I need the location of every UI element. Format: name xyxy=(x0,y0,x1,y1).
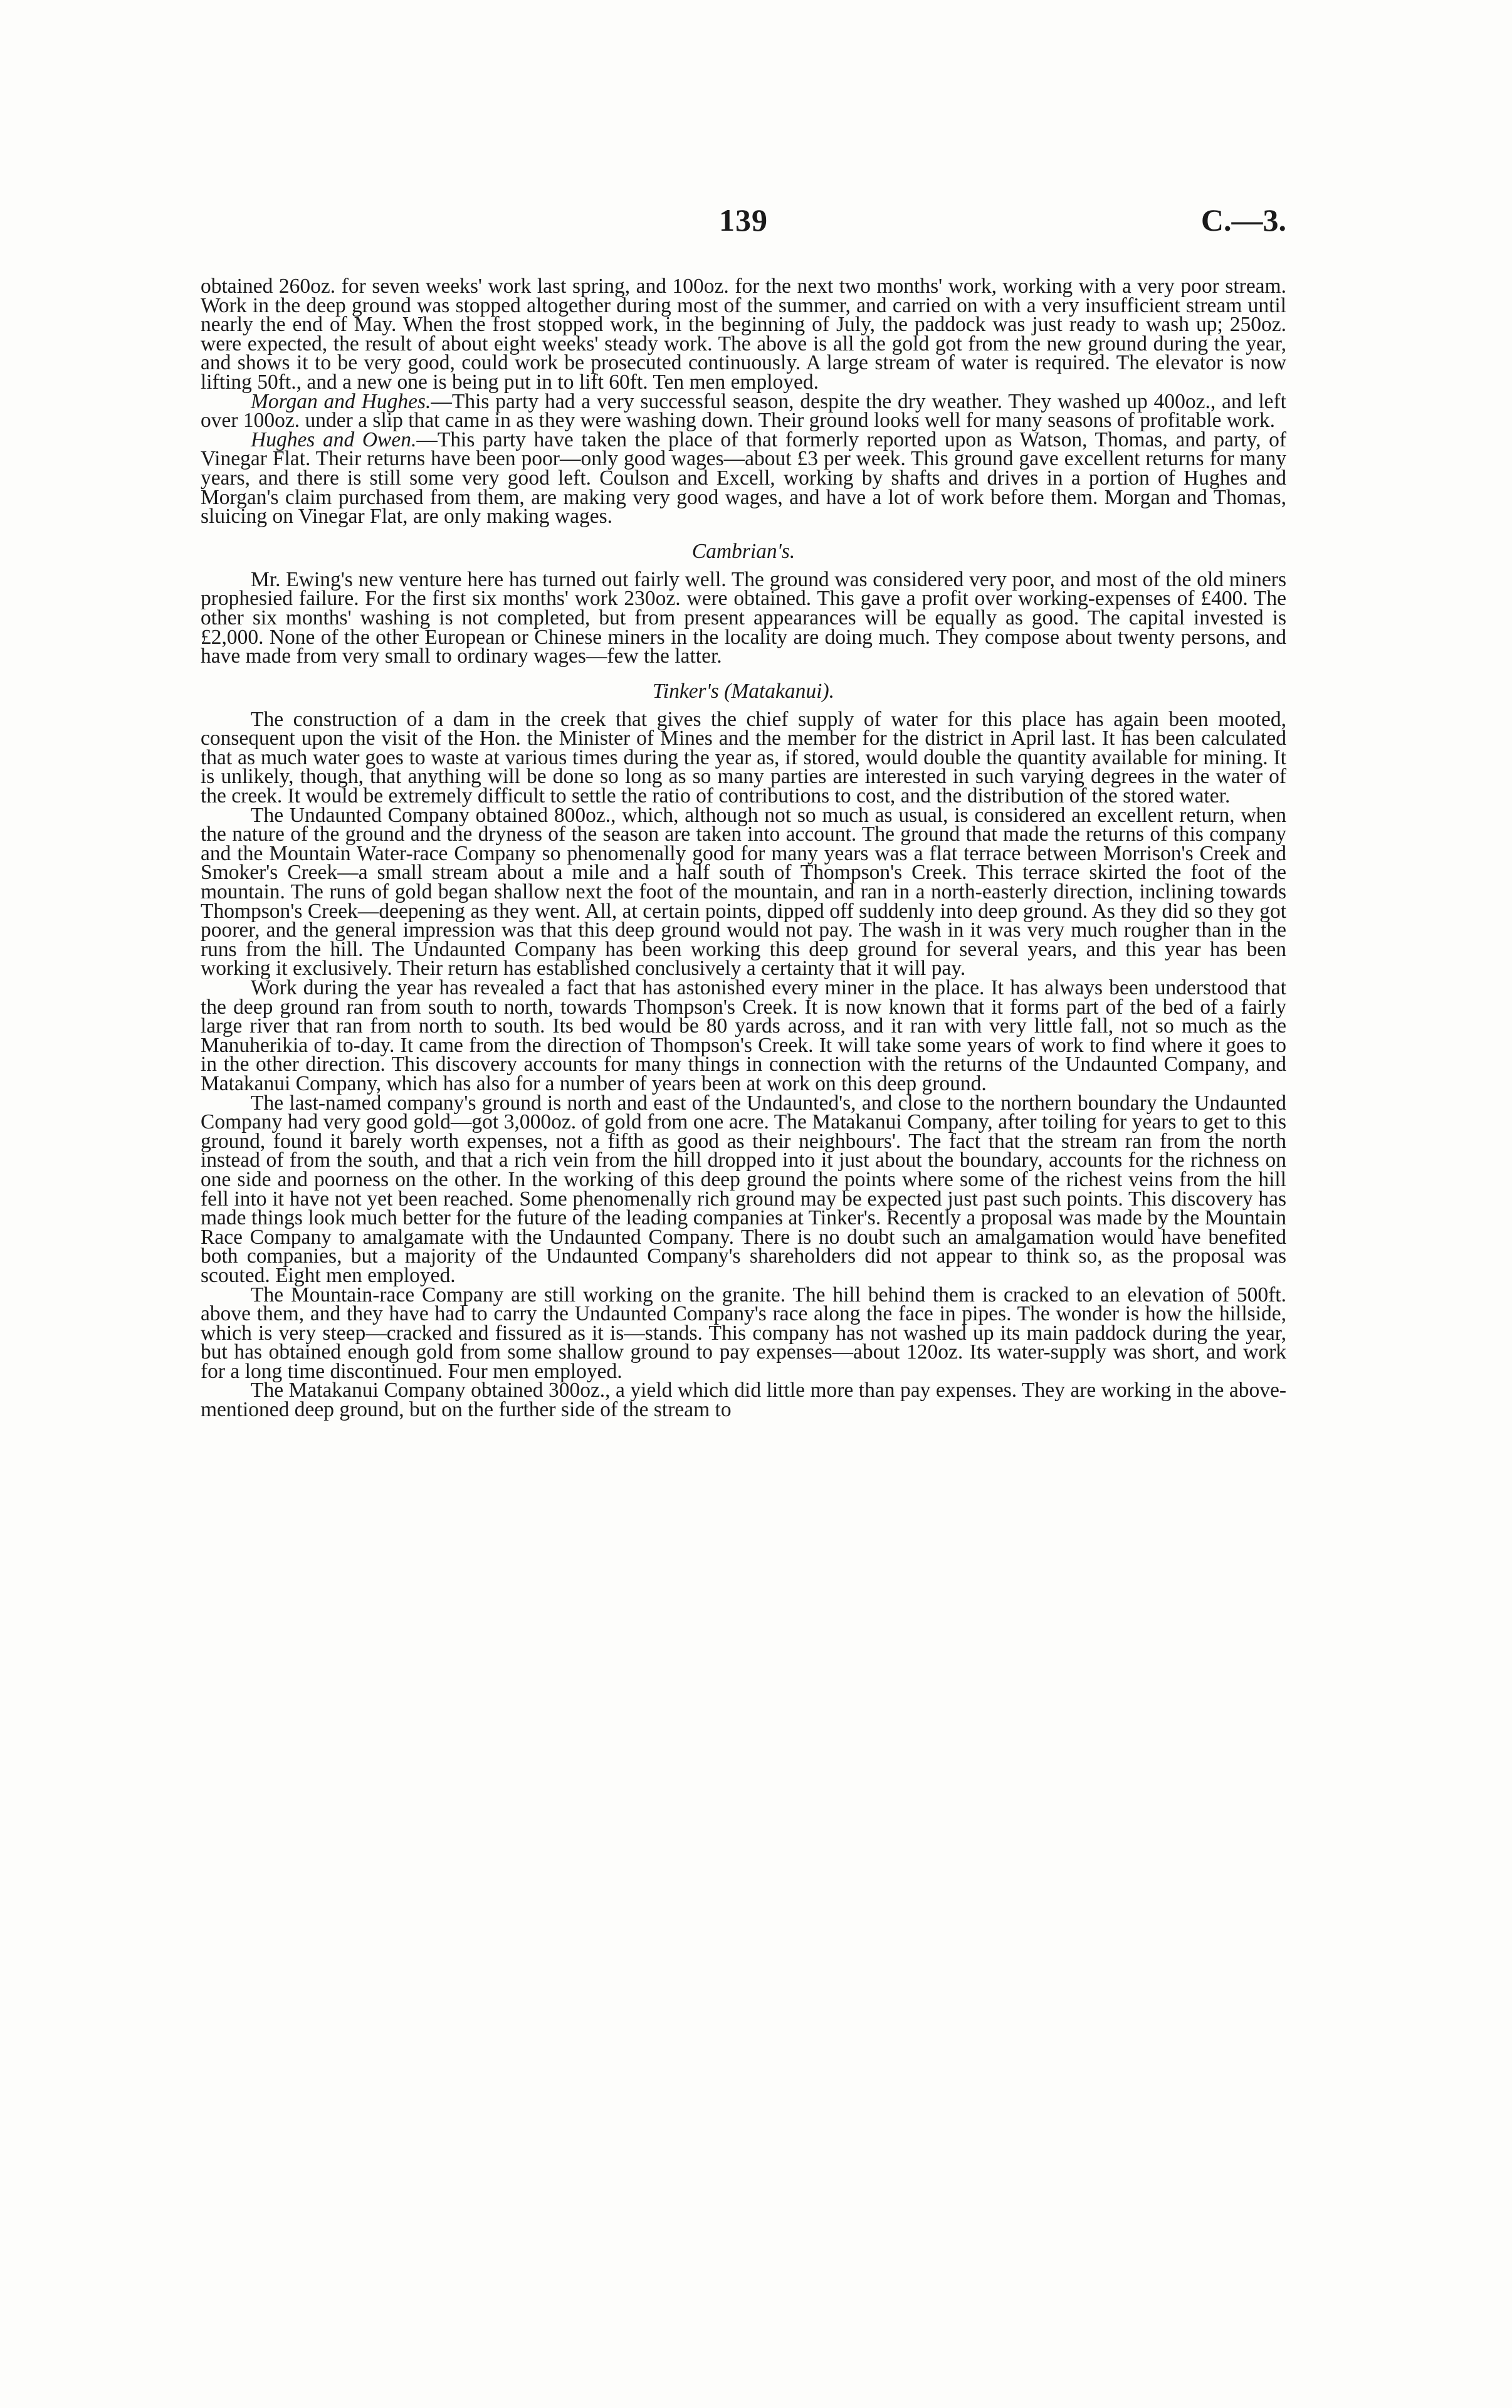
section-heading: Tinker's (Matakanui). xyxy=(652,679,835,703)
paragraph xyxy=(201,389,1286,433)
paragraph: Work during the year has revealed a fact that has astonished every miner in the place. It has always been understood that the deep ground ran from south to north, towards Thompson's Creek. It is now known that it forms part of the bed of a fairly large river that ran from north to south. Its bed would be 80 yards across, and it ran with very little fall, not so much as the Manuherikia of to-day. It came from the direction of Thompson's Creek. It will take some years of work to find where it goes to in the other direction. This discovery accounts for many things in connection with the returns of the Undaunted Company, and Matakanui Company, which has also for a number of years been at work on this deep ground. xyxy=(201,976,1286,1095)
document-reference: C.—3. xyxy=(1200,202,1286,238)
paragraph xyxy=(201,428,1286,528)
paragraph: The Mountain-race Company are still working on the granite. The hill behind them is cracked to an elevation of 500ft. above them, and they have had to carry the Undaunted Company's race along the face in pipes. The wonder is how the hillside, which is very steep—cracked and fissured as it is—stands. This company has not washed up its main paddock during the year, but has obtained enough gold from some shallow ground to pay expenses—about 120oz. Its water-supply was short, and work for a long time discontinued. Four men employed. xyxy=(201,1283,1286,1383)
paragraph-text: —This party have taken the place of that formerly reported upon as Watson, Thomas, and party, of Vinegar Flat. Their returns have been poor—only good wages—about £3 per week. This ground gave excellent returns for many years, and there is still some very good left. Coulson and Excell, working by shafts and drives in a portion of Hughes and Morgan's claim purchased from them, are making very good wages, and have a lot of work before them. Morgan and Thomas, sluicing on Vinegar Flat, are only making wages. xyxy=(201,428,1286,528)
paragraph-text: —This party had a very successful season, despite the dry weather. They washed up 400oz., and left over 100oz. under a slip that came in as they were washing down. Their ground looks well for many seasons of profitable work. xyxy=(201,389,1286,433)
party-name: Hughes and Owen. xyxy=(251,428,417,451)
paragraph: Mr. Ewing's new venture here has turned out fairly well. The ground was considered very poor, and most of the old miners prophesied failure. For the first six months' work 230oz. were obtained. This gave a profit over working-expenses of £400. The other six months' washing is not completed, but from present appearances will be equally as good. The capital invested is £2,000. None of the other European or Chinese miners in the locality are doing much. They compose about twenty persons, and have made from very small to ordinary wages—few the latter. xyxy=(201,567,1286,668)
paragraph: The last-named company's ground is north and east of the Undaunted's, and close to the northern boundary the Undaunted Company had very good gold—got 3,000oz. of gold from one acre. The Matakanui Company, after toiling for years to get to this ground, found it barely worth expenses, not a fifth as good as their neighbours'. The fact that the stream ran from the north instead of from the south, and that a rich vein from the hill dropped into it just about the boundary, accounts for the richness on one side and poorness on the other. In the working of this deep ground the points where some of the richest veins from the hill fell into it have not yet been reached. Some phenomenally rich ground may be expected just past such points. This discovery has made things look much better for the future of the leading companies at Tinker's. Recently a proposal was made by the Mountain Race Company to amalgamate with the Undaunted Company. There is no doubt such an amalgamation would have benefited both companies, but a majority of the Undaunted Company's shareholders did not appear to think so, as the proposal was scouted. Eight men employed. xyxy=(201,1091,1286,1287)
party-name: Morgan and Hughes. xyxy=(251,389,431,413)
document-body xyxy=(201,277,1286,1420)
page-number: 139 xyxy=(719,202,768,238)
page-header xyxy=(201,202,1286,246)
paragraph: obtained 260oz. for seven weeks' work last spring, and 100oz. for the next two months' work, working with a very poor stream. Work in the deep ground was stopped altogether during most of the summer, and carried on with a very insufficient stream until nearly the end of May. When the frost stopped work, in the beginning of July, the paddock was just ready to wash up; 250oz. were expected, the result of about eight weeks' steady work. The above is all the gold got from the new ground during the year, and shows it to be very good, could work be prosecuted continuously. A large stream of water is required. The elevator is now lifting 50ft., and a new one is being put in to lift 60ft. Ten men employed. xyxy=(201,275,1286,394)
paragraph: The Matakanui Company obtained 300oz., a yield which did little more than pay expenses. They are working in the above-mentioned deep ground, but on the further side of the stream to xyxy=(201,1379,1286,1422)
section-heading: Cambrian's. xyxy=(691,539,795,563)
paragraph: The Undaunted Company obtained 800oz., which, although not so much as usual, is considered an excellent return, when the nature of the ground and the dryness of the season are taken into account. The ground that made the returns of this company and the Mountain Water-race Company so phenomenally good for many years was a flat terrace between Morrison's Creek and Smoker's Creek—a small stream about a mile and a half south of Thompson's Creek. This terrace skirted the foot of the mountain. The runs of gold began shallow next the foot of the mountain, and ran in a north-easterly direction, inclining towards Thompson's Creek—deepening as they went. All, at certain points, dipped off suddenly into deep ground. As they did so they got poorer, and the general impression was that this deep ground would not pay. The wash in it was very much rougher than in the runs from the hill. The Undaunted Company has been working this deep ground for several years, and this year has been working it exclusively. Their return has established conclusively a certainty that it will pay. xyxy=(201,803,1286,981)
paragraph: The construction of a dam in the creek that gives the chief supply of water for this place has again been mooted, consequent upon the visit of the Hon. the Minister of Mines and the member for the district in April last. It has been calculated that as much water goes to waste at various times during the year as, if stored, would double the quantity available for mining. It is unlikely, though, that anything will be done so long as so many parties are interested in such varying degrees in the water of the creek. It would be extremely difficult to settle the ratio of contributions to cost, and the distribution of the stored water. xyxy=(201,707,1286,808)
